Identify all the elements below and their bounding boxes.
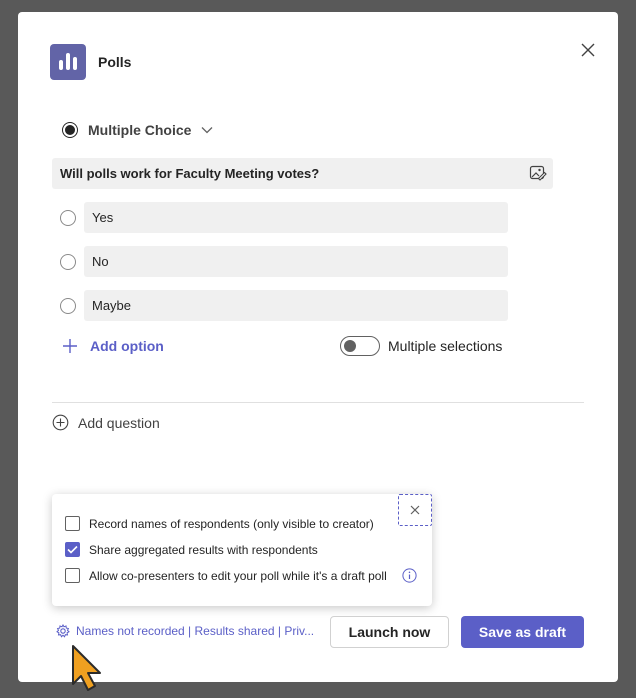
add-circle-icon	[52, 414, 69, 431]
mouse-pointer-icon	[70, 644, 104, 692]
record-names-option	[65, 516, 374, 531]
add-question-button[interactable]	[52, 414, 160, 431]
settings-popup	[52, 494, 432, 606]
record-names-checkbox[interactable]	[65, 516, 80, 531]
polls-dialog	[18, 12, 618, 682]
divider	[52, 402, 584, 403]
add-option-button[interactable]	[62, 338, 164, 354]
co-presenters-checkbox[interactable]	[65, 568, 80, 583]
save-as-draft-button[interactable]: Save as draft	[461, 616, 584, 648]
multiple-selections-label: Multiple selections	[388, 338, 503, 354]
image-edit-icon[interactable]	[529, 164, 547, 182]
gear-icon	[56, 624, 70, 638]
question-text: Will polls work for Faculty Meeting votes?	[60, 166, 320, 181]
checkmark-icon	[67, 545, 78, 554]
question-type-radio[interactable]	[62, 122, 78, 138]
close-icon	[581, 43, 595, 57]
add-option-label: Add option	[90, 338, 164, 354]
share-results-label: Share aggregated results with respondents	[89, 542, 318, 557]
question-type-dropdown[interactable]	[62, 122, 213, 138]
option-radio[interactable]	[60, 254, 76, 270]
option-radio[interactable]	[60, 210, 76, 226]
option-input[interactable]: Yes	[84, 202, 508, 233]
poll-bars-icon	[50, 44, 86, 80]
option-input[interactable]: Maybe	[84, 290, 508, 321]
multiple-selections-toggle-group	[340, 336, 502, 356]
launch-now-button[interactable]: Launch now	[330, 616, 449, 648]
chevron-down-icon	[201, 126, 213, 134]
close-icon	[410, 505, 420, 515]
toggle-knob	[344, 340, 356, 352]
app-title: Polls	[98, 54, 132, 70]
record-names-label: Record names of respondents (only visible to creator)	[89, 516, 374, 531]
info-icon[interactable]	[402, 568, 417, 583]
option-radio[interactable]	[60, 298, 76, 314]
share-results-checkbox[interactable]	[65, 542, 80, 557]
add-question-label: Add question	[78, 414, 160, 431]
option-row-1	[60, 202, 508, 233]
multiple-selections-toggle[interactable]	[340, 336, 380, 356]
plus-icon	[62, 338, 78, 354]
co-presenters-label: Allow co-presenters to edit your poll while it's a draft poll	[89, 568, 387, 583]
close-button[interactable]	[578, 40, 598, 60]
share-results-option	[65, 542, 318, 557]
co-presenters-option	[65, 568, 417, 583]
option-row-3	[60, 290, 508, 321]
question-type-label: Multiple Choice	[88, 122, 192, 138]
option-input[interactable]: No	[84, 246, 508, 277]
option-row-2	[60, 246, 508, 277]
question-input[interactable]	[52, 158, 553, 189]
poll-settings-link[interactable]	[56, 624, 314, 638]
popup-close-button[interactable]	[398, 494, 432, 526]
poll-settings-summary: Names not recorded | Results shared | Priv...	[76, 624, 315, 638]
